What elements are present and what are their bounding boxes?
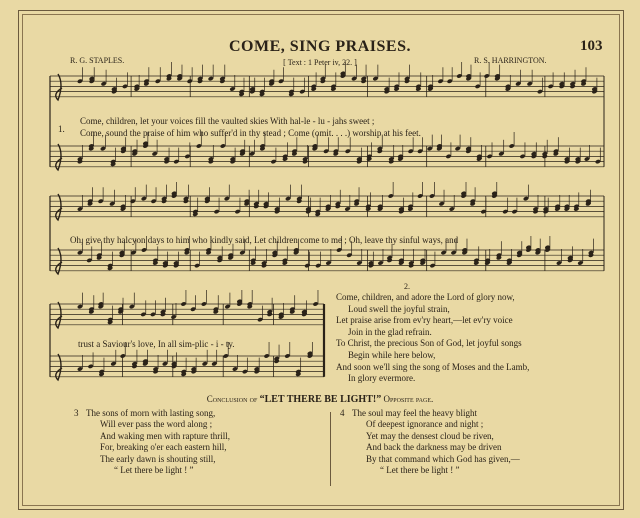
verse-2-line: Loud swell the joyful strain, [348,303,450,314]
lyric-line-4: trust a Saviour's love, In all sim-plic - i - ty. [78,339,235,349]
stanza-4-line: Of deepest ignorance and night ; [366,419,484,430]
stanza-3-line: For, breaking o'er each eastern hill, [100,442,227,453]
lyric-line-1: Come, children, let your voices fill the vaulted skies With hal-le - lu - jahs sweet ; [80,116,375,126]
stanza-4-line: Yet may the densest cloud be riven, [366,430,494,441]
lyric-line-2: Come, sound the praise of him who suffer'd in thy stead ; Come (omit. . . .) worship at his feet. [80,128,421,138]
verse-2-line: And soon we'll sing the song of Moses and the Lamb, [336,361,530,372]
column-divider [330,412,331,486]
verse-2-line: Let praise arise from ev'ry heart,—let ev'ry voice [336,315,513,326]
treble-clef-icon [56,302,62,328]
stanza-3-line: The sons of morn with lasting song, [86,408,216,418]
verse-number: 1. [58,124,65,134]
lyric-line-3: Oh, give thy halcyon days to him who kindly said, Let children come to me ; Oh, leave thy sinful ways, and [70,235,459,245]
verse-2-line: Come, children, and adore the Lord of glory now, [336,292,515,302]
treble-clef-icon [56,194,62,220]
stanza-4-number: 4 [340,408,345,418]
stanza-4-line: And back the darkness may be driven [366,442,502,453]
conclusion-hymn-title: “LET THERE BE LIGHT!” [259,394,382,405]
verse-2-line: Join in the glad refrain. [348,326,432,337]
scripture-reference: [ Text : 1 Peter iv, 22. ] [283,58,357,67]
stanza-3-line: “ Let there be light ! ” [114,465,194,476]
bass-clef-icon [56,354,62,380]
conclusion-heading [0,394,640,405]
stanza-3 [86,408,230,476]
stanza-4-line: The soul may feel the heavy blight [352,408,477,418]
stanza-4-line: “ Let there be light ! ” [380,465,460,476]
stanza-3-number: 3 [74,408,79,418]
page-number: 103 [580,38,603,54]
bass-clef-icon [56,144,62,170]
stanza-3-line: And waking men with rapture thrill, [100,430,230,441]
verse-2-line: To Christ, the precious Son of God, let joyful songs [336,338,522,349]
treble-clef-icon [56,74,62,100]
hymn-title: COME, SING PRAISES. [229,38,411,55]
verse-2-marker: 2. [404,282,410,291]
bass-clef-icon [56,248,62,274]
conclusion-note: Opposite page. [383,394,434,404]
stanza-4 [352,408,520,476]
conclusion-label: Conclusion of [206,394,258,404]
composer-credit: R. S. HARRINGTON. [474,56,547,65]
stanza-3-line: Will ever pass the word along ; [100,419,213,430]
stanza-3-line: The early dawn is shouting still, [100,453,216,464]
stanza-4-line: By that command which God has given,— [366,453,520,464]
verse-2 [336,292,529,385]
verse-2-line: Begin while here below, [348,349,436,360]
verse-2-line: In glory evermore. [348,373,416,384]
lyricist-credit: R. G. STAPLES. [70,56,125,65]
